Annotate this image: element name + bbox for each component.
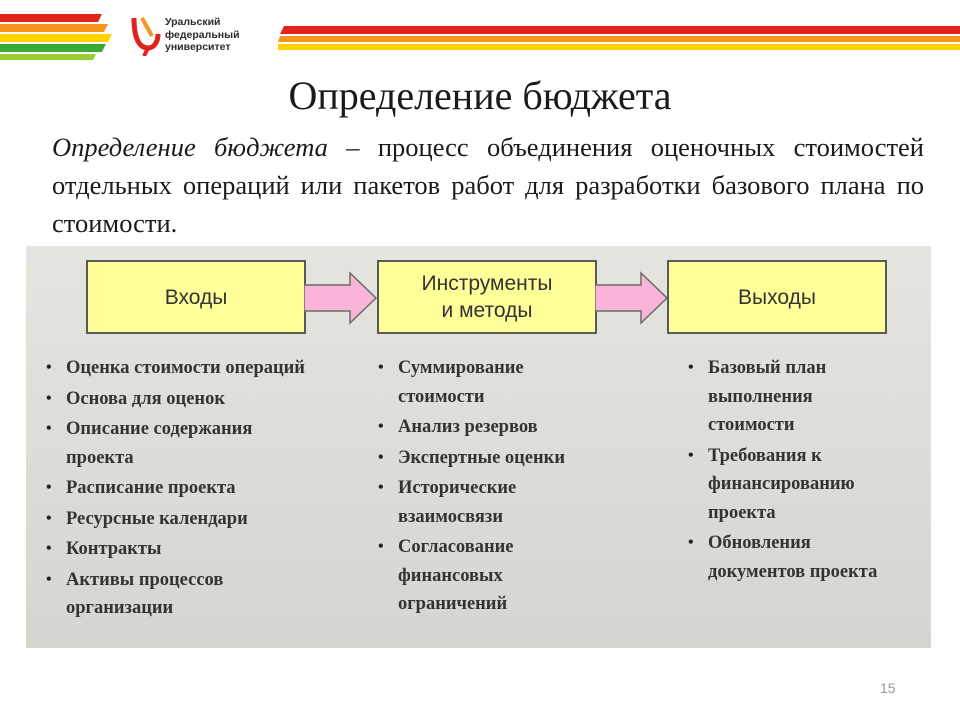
list-item-line: стоимости — [398, 386, 485, 407]
list-item — [30, 535, 370, 564]
list-item — [362, 413, 602, 442]
slide-title: Определение бюджета — [288, 73, 672, 118]
list-item — [362, 354, 602, 411]
tools-label-line: Инструменты — [421, 272, 553, 295]
tools-box — [377, 260, 597, 334]
list-item-line: • Базовый план — [708, 358, 827, 378]
process-diagram — [26, 246, 931, 648]
list-item — [672, 529, 922, 586]
list-item-line: • Исторические — [398, 478, 517, 498]
list-item — [30, 505, 370, 534]
inputs-label: Входы — [164, 285, 228, 309]
list-item-line: стоимости — [708, 415, 795, 435]
list-item-line: • Согласование — [398, 537, 514, 557]
page-number: 15 — [880, 680, 896, 696]
list-item — [362, 533, 602, 619]
list-item-line: документов проекта — [708, 561, 878, 582]
list-item-line: проекта — [66, 447, 134, 468]
definition-paragraph — [52, 128, 924, 242]
list-item-line: взаимосвязи — [398, 506, 504, 527]
list-item-line: • Описание содержания — [66, 419, 253, 439]
outputs-box — [667, 260, 887, 334]
tools-list — [362, 354, 602, 621]
list-item-line: • Расписание проекта — [66, 478, 236, 498]
list-item — [672, 442, 922, 528]
list-item-line: • Экспертные оценки — [398, 447, 565, 468]
definition-text: – процесс объединения оценочных стоимостей отдельных операций или пакетов работ для разработки базового плана по стоимости. — [52, 132, 924, 238]
header-stripes-left — [0, 14, 112, 60]
list-item-line: • Активы процессов — [66, 569, 224, 590]
list-item — [362, 474, 602, 531]
list-item-line: финансированию — [708, 474, 855, 494]
list-item-line: • Ресурсные календари — [66, 508, 248, 529]
list-item-line: • Контракты — [66, 539, 162, 559]
list-item — [362, 444, 602, 473]
urfu-logo-icon — [130, 14, 162, 56]
inputs-box — [86, 260, 306, 334]
university-name-line: Уральский — [165, 16, 221, 28]
list-item — [30, 474, 370, 503]
inputs-list — [30, 354, 370, 625]
university-name — [165, 16, 240, 54]
list-item — [30, 354, 370, 383]
list-item-line: • Анализ резервов — [398, 417, 538, 437]
list-item — [30, 566, 370, 623]
header-stripes-right — [278, 22, 960, 50]
list-item — [672, 354, 922, 440]
list-item — [30, 415, 370, 472]
list-item-line: проекта — [708, 502, 776, 523]
list-item-line: • Основа для оценок — [66, 388, 225, 409]
list-item-line: выполнения — [708, 386, 813, 407]
arrow-right-icon — [595, 271, 669, 325]
list-item-line: ограничений — [398, 594, 508, 614]
outputs-label: Выходы — [738, 285, 816, 309]
list-item-line: • Требования к — [708, 445, 822, 466]
list-item-line: финансовых — [398, 565, 503, 586]
list-item-line: организации — [66, 598, 174, 618]
list-item-line: • Оценка стоимости операций — [66, 358, 305, 378]
university-name-line: федеральный — [165, 28, 240, 41]
definition-term: Определение бюджета — [52, 132, 328, 162]
tools-label-line: и методы — [441, 299, 533, 322]
outputs-list — [672, 354, 922, 588]
list-item-line: • Обновления — [708, 533, 811, 553]
list-item — [30, 385, 370, 414]
list-item-line: • Суммирование — [398, 358, 524, 378]
university-name-line: университет — [165, 41, 231, 53]
university-logo — [130, 14, 280, 58]
arrow-right-icon — [304, 271, 378, 325]
